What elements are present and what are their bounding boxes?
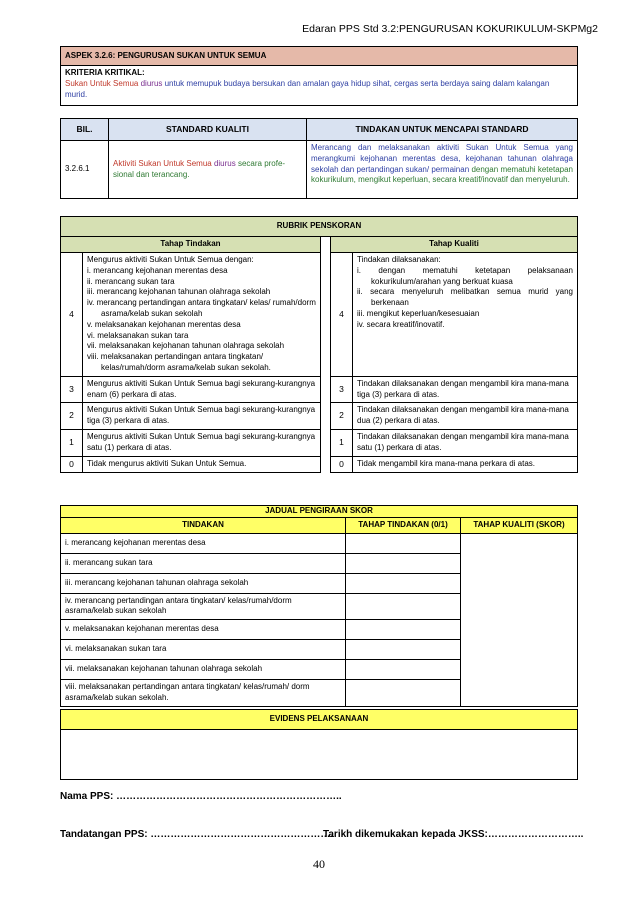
score-row-label: iv. merancang pertandingan antara tingkatan/ kelas/rumah/dorm asrama/kelab sukan sekolah bbox=[61, 593, 346, 620]
rubric-t4-item: viii. melaksanakan pertandingan antara tingkatan/ kelas/rumah/dorm asrama/kelab sukan sekolah. bbox=[87, 352, 271, 372]
score-input-tindakan[interactable] bbox=[346, 533, 461, 553]
evidence-box[interactable] bbox=[61, 730, 578, 780]
tandatangan-line: Tandatangan PPS: ………………………………………………. bbox=[60, 829, 334, 840]
rubric-score-0a: 0 bbox=[61, 456, 83, 472]
rubric-score-3a: 3 bbox=[61, 376, 83, 403]
rubric-t4-item: vii. melaksanakan kejohanan tahunan olahraga sekolah bbox=[87, 341, 285, 351]
rubric-score-4a: 4 bbox=[61, 253, 83, 377]
rubric-k4-item: i. dengan mematuhi ketetapan pelaksanaan kokurikulum/arahan yang berkuat kuasa bbox=[357, 265, 573, 286]
score-input-tindakan[interactable] bbox=[346, 553, 461, 573]
score-row-label: viii. melaksanakan pertandingan antara tingkatan/ kelas/rumah/ dorm asrama/kelab sukan sekolah. bbox=[61, 680, 346, 707]
rubric-score-2b: 2 bbox=[331, 403, 353, 430]
rubric-table bbox=[60, 216, 578, 473]
score-row-label: i. merancang kejohanan merentas desa bbox=[61, 533, 346, 553]
tindakan-action: Merancang dan melaksanakan aktiviti Sukan Untuk Semua yang merangkumi kejohanan merentas desa, kejohanan tahunan olahraga sekolah dan pertandingan sukan/ permainan bbox=[311, 143, 573, 174]
score-input-tindakan[interactable] bbox=[346, 573, 461, 593]
kriteria-text bbox=[65, 79, 573, 101]
rubric-t4-item: i. merancang kejohanan merentas desa bbox=[87, 265, 228, 275]
rubric-t4-item: ii. merancang sukan tara bbox=[87, 276, 175, 286]
score-input-tindakan[interactable] bbox=[346, 660, 461, 680]
rubric-k4-item: iii. mengikut keperluan/kesesuaian bbox=[357, 308, 480, 318]
rubric-k4-item: ii. secara menyeluruh melibatkan semua murid yang berkenaan bbox=[357, 287, 573, 308]
score-col-tahap-kualiti: TAHAP KUALITI (SKOR) bbox=[461, 517, 578, 533]
rubric-t4-item: v. melaksanakan kejohanan merentas desa bbox=[87, 319, 241, 329]
score-table-title: JADUAL PENGIRAAN SKOR bbox=[61, 506, 578, 518]
rubric-score-1b: 1 bbox=[331, 429, 353, 456]
rubric-t4-intro: Mengurus aktiviti Sukan Untuk Semua dengan: bbox=[87, 255, 254, 264]
score-input-tindakan[interactable] bbox=[346, 640, 461, 660]
rubric-tindakan-1: Mengurus aktiviti Sukan Untuk Semua bagi sekurang-kurangnya satu (1) perkara di atas. bbox=[83, 429, 321, 456]
standard-manner: secara profe-sional dan terancang. bbox=[113, 158, 286, 179]
score-row-label: ii. merancang sukan tara bbox=[61, 553, 346, 573]
rubric-score-2a: 2 bbox=[61, 403, 83, 430]
evidence-title: EVIDENS PELAKSANAAN bbox=[61, 710, 578, 730]
standard-bil: 3.2.6.1 bbox=[61, 141, 109, 199]
col-bil: BIL. bbox=[61, 119, 109, 141]
rubric-title: RUBRIK PENSKORAN bbox=[61, 217, 578, 237]
evidence-table bbox=[60, 709, 578, 780]
standard-subject: Aktiviti Sukan Untuk Semua bbox=[113, 158, 212, 168]
kriteria-subject: Sukan Untuk Semua bbox=[65, 78, 139, 88]
rubric-kualiti-2: Tindakan dilaksanakan dengan mengambil kira mana-mana dua (2) perkara di atas. bbox=[353, 403, 578, 430]
score-row-label: iii. merancang kejohanan tahunan olahraga sekolah bbox=[61, 573, 346, 593]
rubric-kualiti-4 bbox=[353, 253, 578, 377]
kriteria-verb: diurus bbox=[138, 78, 165, 88]
score-input-tindakan[interactable] bbox=[346, 620, 461, 640]
rubric-kualiti-0: Tidak mengambil kira mana-mana perkara di atas. bbox=[353, 456, 578, 472]
rubric-col-tindakan: Tahap Tindakan bbox=[61, 237, 321, 253]
rubric-score-4b: 4 bbox=[331, 253, 353, 377]
aspect-table bbox=[60, 46, 578, 106]
score-row-label: vi. melaksanakan sukan tara bbox=[61, 640, 346, 660]
aspect-title: ASPEK 3.2.6: PENGURUSAN SUKAN UNTUK SEMUA bbox=[61, 47, 578, 66]
kriteria-purpose: untuk memupuk budaya bersukan dan amalan gaya hidup sihat, cergas serta berdaya saing dalam kalangan murid. bbox=[65, 78, 550, 99]
page-number: 40 bbox=[313, 857, 325, 871]
col-standard: STANDARD KUALITI bbox=[109, 119, 307, 141]
nama-pps-line: Nama PPS: ………………………………………………………….. bbox=[60, 791, 342, 802]
kriteria-label: KRITERIA KRITIKAL: bbox=[65, 68, 145, 77]
rubric-tindakan-0: Tidak mengurus aktiviti Sukan Untuk Semua. bbox=[83, 456, 321, 472]
rubric-t4-item: iv. merancang pertandingan antara tingkatan/ kelas/ rumah/dorm asrama/kelab sukan sekolah bbox=[87, 298, 316, 318]
score-input-tindakan[interactable] bbox=[346, 593, 461, 620]
rubric-t4-item: vi. melaksanakan sukan tara bbox=[87, 330, 189, 340]
running-header: Edaran PPS Std 3.2:PENGURUSAN KOKURIKULUM-SKPMg2 bbox=[302, 23, 598, 35]
kriteria-cell bbox=[61, 66, 578, 106]
tarikh-line: Tarikh dikemukakan kepada JKSS:……………………….. bbox=[323, 829, 584, 840]
rubric-col-kualiti: Tahap Kualiti bbox=[331, 237, 578, 253]
score-input-kualiti[interactable] bbox=[461, 533, 578, 706]
rubric-kualiti-1: Tindakan dilaksanakan dengan mengambil kira mana-mana satu (1) perkara di atas. bbox=[353, 429, 578, 456]
score-col-tahap-tindakan: TAHAP TINDAKAN (0/1) bbox=[346, 517, 461, 533]
standard-verb: diurus bbox=[211, 158, 238, 168]
tindakan-text bbox=[307, 141, 578, 199]
rubric-tindakan-2: Mengurus aktiviti Sukan Untuk Semua bagi sekurang-kurangnya tiga (3) perkara di atas. bbox=[83, 403, 321, 430]
rubric-k4-item: iv. secara kreatif/inovatif. bbox=[357, 319, 445, 329]
rubric-tindakan-4 bbox=[83, 253, 321, 377]
rubric-score-0b: 0 bbox=[331, 456, 353, 472]
score-col-tindakan: TINDAKAN bbox=[61, 517, 346, 533]
rubric-kualiti-3: Tindakan dilaksanakan dengan mengambil kira mana-mana tiga (3) perkara di atas. bbox=[353, 376, 578, 403]
rubric-score-3b: 3 bbox=[331, 376, 353, 403]
rubric-score-1a: 1 bbox=[61, 429, 83, 456]
score-table bbox=[60, 505, 578, 707]
score-input-tindakan[interactable] bbox=[346, 680, 461, 707]
score-row-label: vii. melaksanakan kejohanan tahunan olahraga sekolah bbox=[61, 660, 346, 680]
col-tindakan: TINDAKAN UNTUK MENCAPAI STANDARD bbox=[307, 119, 578, 141]
standard-text bbox=[109, 141, 307, 199]
tindakan-quality: dengan mematuhi ketetapan kokurikulum, mengikut keperluan, secara kreatif/inovatif dan menyeluruh. bbox=[311, 164, 573, 185]
rubric-k4-intro: Tindakan dilaksanakan: bbox=[357, 255, 441, 264]
score-row-label: v. melaksanakan kejohanan merentas desa bbox=[61, 620, 346, 640]
rubric-tindakan-3: Mengurus aktiviti Sukan Untuk Semua bagi sekurang-kurangnya enam (6) perkara di atas. bbox=[83, 376, 321, 403]
rubric-t4-item: iii. merancang kejohanan tahunan olahraga sekolah bbox=[87, 287, 271, 297]
standard-table bbox=[60, 118, 578, 199]
